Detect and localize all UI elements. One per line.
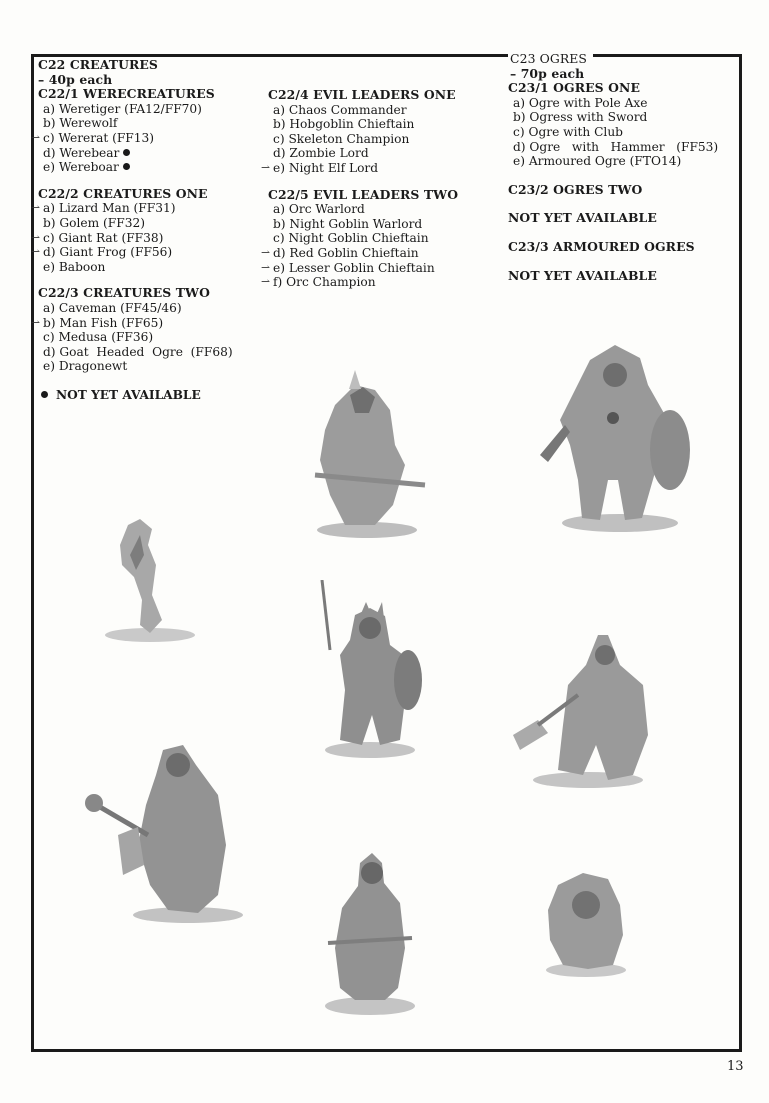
pencil-mark-icon: ⇀ [31,130,41,144]
orc-champion-miniature-image [320,848,420,1018]
bullet-dot-icon [123,163,130,170]
list-item: b) Hobgoblin Chieftain [273,117,415,132]
pencil-mark-icon: ⇀ [261,160,271,174]
c22-2-section [31,185,271,275]
list-item: d) Zombie Lord [273,146,369,161]
list-item: b) Werewolf [43,116,118,131]
list-item: a) Chaos Commander [273,102,407,117]
goblin-chieftain-miniature-image [538,865,633,980]
list-item: ⇀ c) Wererat (FF13) [31,130,155,145]
not-available-note: NOT YET AVAILABLE [38,388,268,403]
list-item: c) Medusa (FF36) [43,330,154,345]
c23-1-section [508,81,740,169]
c22-leaders-column [261,87,498,290]
list-item: ⇀ d) Red Goblin Chieftain [261,245,419,260]
list-item: c) Night Goblin Chieftain [273,231,429,246]
c22-4-section [261,87,498,176]
section-heading: C22/4 EVIL LEADERS ONE [268,87,456,102]
c23-2-status: NOT YET AVAILABLE [508,210,657,226]
list-item: a) Weretiger (FA12/FF70) [43,101,202,116]
list-item: d) Goat Headed Ogre (FF68) [43,344,233,359]
bullet-dot-icon [123,149,130,156]
list-item: b) Ogress with Sword [513,110,648,125]
list-item: e) Armoured Ogre (FTO14) [513,154,682,169]
section-heading: C23/1 OGRES ONE [508,80,641,96]
c22-5-section [261,186,498,290]
orc-warlord-miniature-image [78,735,248,925]
c23-column [508,52,740,283]
werewolf-miniature-image [100,515,200,645]
list-item: ⇀ d) Giant Frog (FF56) [31,245,173,260]
pencil-mark-icon: ⇀ [261,245,271,259]
bullet-dot-icon [41,391,48,398]
c22-column [31,57,271,402]
ogre-with-shield-miniature-image [530,340,695,535]
c23-3-status: NOT YET AVAILABLE [508,267,657,283]
list-item: ⇀ c) Giant Rat (FF38) [31,230,164,245]
list-item: d) Werebear [38,146,268,161]
list-item: a) Caveman (FF45/46) [43,300,182,315]
list-item: b) Night Goblin Warlord [273,216,423,231]
pencil-mark-icon: ⇀ [31,315,41,329]
list-item: ⇀ f) Orc Champion [261,275,376,290]
section-heading: C22/5 EVIL LEADERS TWO [268,186,459,202]
list-item: ⇀ e) Night Elf Lord [261,160,379,175]
list-item: a) Ogre with Pole Axe [513,95,648,110]
c23-price: – 70p each [510,65,585,81]
pencil-mark-icon: ⇀ [31,230,41,244]
list-item: e) Baboon [43,259,106,274]
pencil-mark-icon: ⇀ [31,245,41,259]
section-heading: C22/1 WERECREATURES [38,86,215,102]
pencil-mark-icon: ⇀ [261,275,271,289]
chaos-commander-miniature-image [295,365,445,540]
list-item: e) Wereboar [38,160,268,175]
skeleton-champion-miniature-image [508,625,658,790]
list-item: ⇀ a) Lizard Man (FF31) [31,201,176,216]
list-item: c) Skeleton Champion [273,131,410,146]
c23-2-heading: C23/2 OGRES TWO [508,181,643,197]
c22-title: C22 CREATURES [38,57,158,72]
list-item: a) Orc Warlord [273,202,365,217]
pencil-mark-icon: ⇀ [31,201,41,215]
c23-3-heading: C23/3 ARMOURED OGRES [508,238,695,254]
list-item: ⇀ e) Lesser Goblin Chieftain [261,260,435,275]
list-item: c) Ogre with Club [513,124,623,139]
c23-title: C23 OGRES [510,51,588,66]
page-number: 13 [727,1059,744,1074]
section-heading: C22/2 CREATURES ONE [38,185,208,201]
c22-3-section [31,285,268,374]
c22-price: – 40p each [38,71,113,87]
goblin-warlord-miniature-image [310,580,430,760]
list-item: ⇀ b) Man Fish (FF65) [31,315,164,330]
list-item: b) Golem (FF32) [43,215,145,230]
section-heading: C22/3 CREATURES TWO [38,285,210,301]
c22-1-section [31,86,271,175]
list-item: e) Dragonewt [43,359,128,374]
pencil-mark-icon: ⇀ [261,260,271,274]
list-item: d) Ogre with Hammer (FF53) [513,139,719,154]
c23-header [508,52,593,81]
